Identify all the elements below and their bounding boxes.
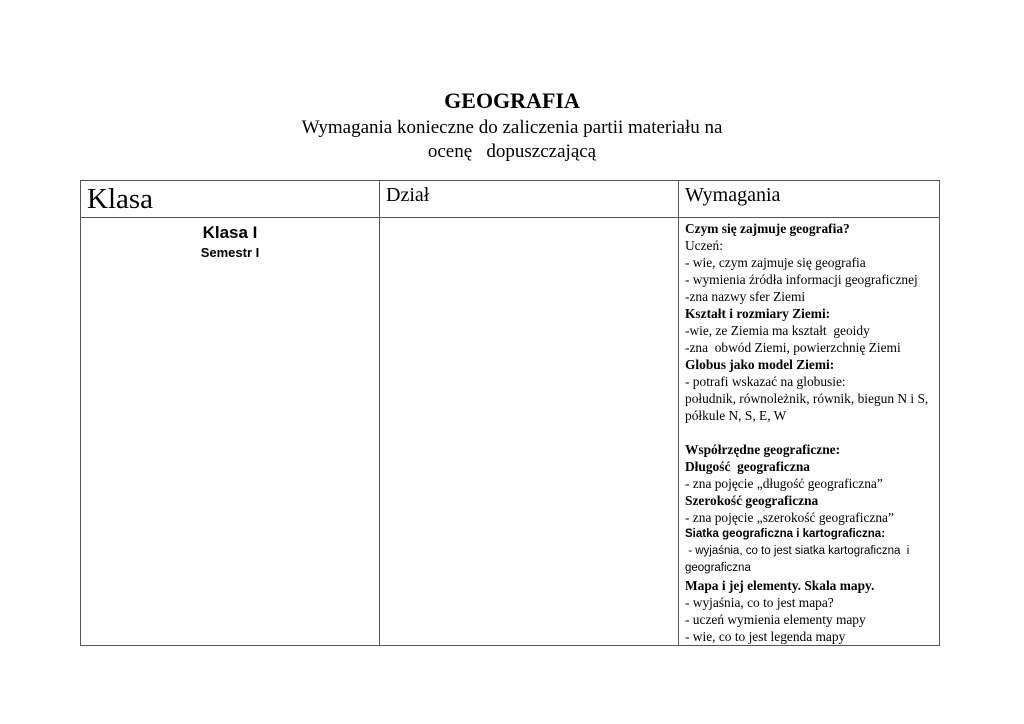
requirement-line: - wie, czym zajmuje się geografia: [685, 255, 866, 270]
requirement-heading: Szerokość geograficzna: [685, 493, 819, 508]
requirement-line: -zna obwód Ziemi, powierzchnię Ziemi: [685, 340, 901, 355]
requirements-cell: [679, 218, 940, 646]
requirement-line: półkule N, S, E, W: [685, 408, 787, 423]
requirement-line: geograficzna: [685, 562, 751, 574]
column-header-dzial: Dział: [380, 181, 679, 218]
requirement-line: południk, równoleżnik, równik, biegun N i S,: [685, 391, 929, 406]
requirement-line: - zna pojęcie „szerokość geograficzna”: [685, 510, 894, 525]
requirement-line: - wyjaśnia, co to jest siatka kartograficzna i: [685, 545, 910, 557]
semester-label: Semestr I: [200, 245, 260, 260]
requirement-line: - uczeń wymienia elementy mapy: [685, 612, 866, 627]
requirement-heading: Globus jako model Ziemi:: [685, 357, 835, 372]
requirement-line: - wymienia źródła informacji geograficznej: [685, 272, 918, 287]
requirement-heading: Czym się zajmuje geografia?: [685, 221, 850, 236]
requirement-line: - wie, co to jest legenda mapy: [685, 629, 846, 644]
requirement-line: - potrafi wskazać na globusie:: [685, 374, 846, 389]
document-subtitle: [0, 116, 1024, 164]
requirement-line: [685, 424, 933, 441]
requirement-heading: Siatka geograficzna i kartograficzna:: [685, 528, 886, 540]
requirement-heading: Mapa i jej elementy. Skala mapy.: [685, 578, 875, 593]
requirement-line: Uczeń:: [685, 238, 723, 253]
section-cell: [380, 218, 679, 646]
class-name: Klasa I: [202, 223, 258, 242]
requirement-heading: Współrzędne geograficzne:: [685, 442, 841, 457]
requirements-table: [80, 180, 940, 646]
table-row: [81, 218, 940, 646]
requirement-line: -wie, ze Ziemia ma kształt geoidy: [685, 323, 870, 338]
subtitle-line-1: Wymagania konieczne do zaliczenia partii materiału na: [301, 117, 723, 138]
column-header-klasa: Klasa: [81, 181, 380, 218]
column-header-wymagania: Wymagania: [679, 181, 940, 218]
requirement-heading: Długość geograficzna: [685, 459, 810, 474]
requirement-line: -zna nazwy sfer Ziemi: [685, 289, 806, 304]
requirement-line: - zna pojęcie „długość geograficzna”: [685, 476, 883, 491]
document-title: GEOGRAFIA: [444, 88, 580, 113]
requirement-line: - wyjaśnia, co to jest mapa?: [685, 595, 834, 610]
requirement-heading: Kształt i rozmiary Ziemi:: [685, 306, 831, 321]
subtitle-line-2: ocenę dopuszczającą: [427, 141, 597, 162]
class-cell: [81, 218, 380, 646]
table-header-row: [81, 181, 940, 218]
